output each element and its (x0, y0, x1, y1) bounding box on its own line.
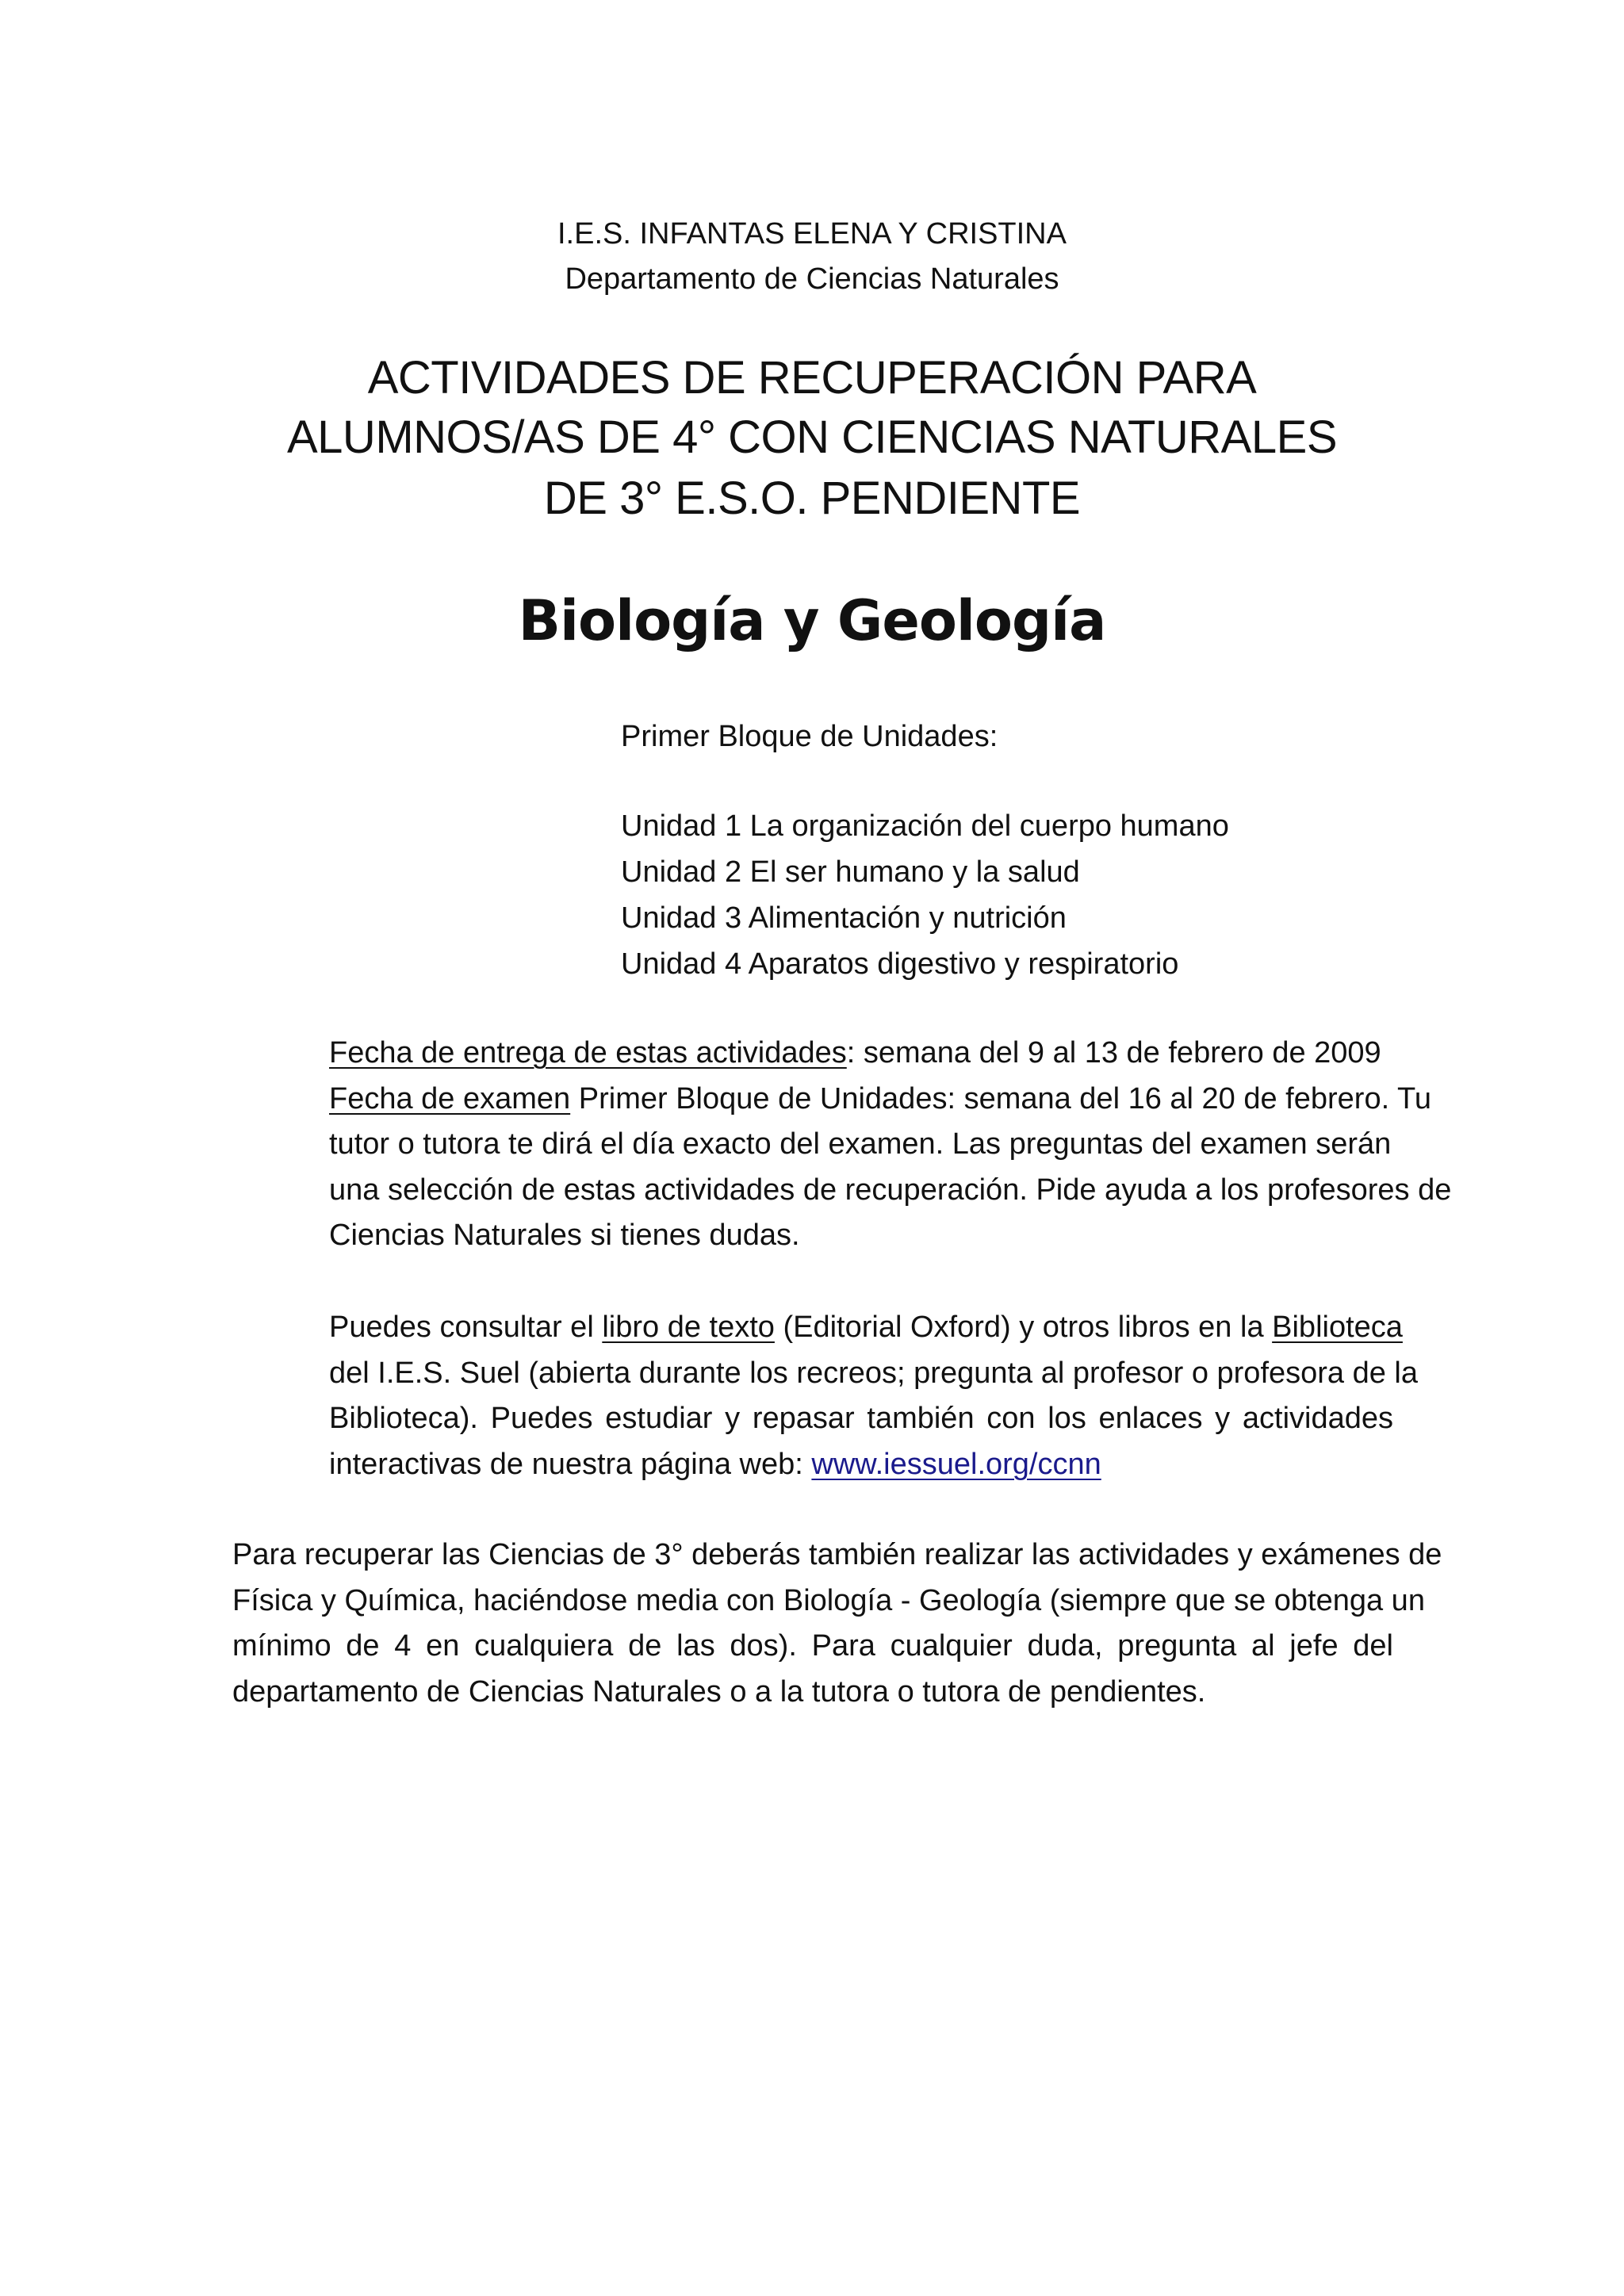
exam-line-2: tutor o tutora te dirá el día exacto del examen. Las preguntas del examen serán (329, 1127, 1392, 1161)
resources-text-1a: Puedes consultar el (329, 1311, 603, 1344)
title-line-1: ACTIVIDADES DE RECUPERACIÓN PARA (367, 352, 1257, 404)
resources-line-3: Biblioteca). Puedes estudiar y repasar también con los enlaces y actividades (329, 1402, 1393, 1435)
resources-line-4 (329, 1442, 1393, 1488)
textbook-link: libro de texto (602, 1311, 775, 1344)
resources-line-2: del I.E.S. Suel (abierta durante los recreos; pregunta al profesor o profesora de la (329, 1356, 1419, 1390)
exam-label: Fecha de examen (329, 1081, 571, 1115)
delivery-text: : semana del 9 al 13 de febrero de 2009 (846, 1036, 1381, 1070)
units-heading: Primer Bloque de Unidades: (621, 720, 998, 753)
closing-paragraph (232, 1533, 1442, 1715)
delivery-label: Fecha de entrega de estas actividades (329, 1036, 847, 1070)
subject-heading: Biología y Geología (518, 588, 1106, 653)
exam-line-1 (329, 1077, 1431, 1123)
closing-line-2: Física y Química, haciéndose media con Biología - Geología (siempre que se obtenga un (232, 1583, 1425, 1617)
delivery-line (329, 1031, 1392, 1077)
library-link: Biblioteca (1272, 1311, 1403, 1344)
exam-text-1: Primer Bloque de Unidades: semana del 16 al 20 de febrero. Tu (570, 1081, 1431, 1115)
school-name: I.E.S. INFANTAS ELENA Y CRISTINA (557, 217, 1067, 251)
resources-text-1b: (Editorial Oxford) y otros libros en la (774, 1311, 1273, 1344)
exam-line-4: Ciencias Naturales si tienes dudas. (329, 1219, 800, 1252)
resources-text-4a: interactivas de nuestra página web: (329, 1447, 812, 1481)
resources-line-1 (329, 1305, 1403, 1351)
unit-item-2: Unidad 2 El ser humano y la salud (621, 855, 1080, 889)
department-name: Departamento de Ciencias Naturales (565, 262, 1059, 296)
closing-line-4: departamento de Ciencias Naturales o a la tutora o tutora de pendientes. (232, 1674, 1206, 1709)
unit-item-3: Unidad 3 Alimentación y nutrición (621, 901, 1067, 935)
unit-item-4: Unidad 4 Aparatos digestivo y respiratorio (621, 947, 1179, 981)
dates-paragraph (329, 1031, 1452, 1259)
closing-line-1: Para recuperar las Ciencias de 3° deberás también realizar las actividades y exámenes de (232, 1538, 1442, 1571)
title-line-2: ALUMNOS/AS DE 4° CON CIENCIAS NATURALES (286, 411, 1337, 463)
website-link[interactable]: www.iessuel.org/ccnn (811, 1447, 1101, 1481)
closing-line-3: mínimo de 4 en cualquiera de las dos). Para cualquier duda, pregunta al jefe del (232, 1629, 1393, 1663)
unit-item-1: Unidad 1 La organización del cuerpo humano (621, 809, 1229, 843)
title-line-3: DE 3° E.S.O. PENDIENTE (543, 473, 1081, 524)
exam-line-3: una selección de estas actividades de recuperación. Pide ayuda a los profesores de (329, 1173, 1452, 1207)
resources-paragraph (329, 1305, 1419, 1487)
